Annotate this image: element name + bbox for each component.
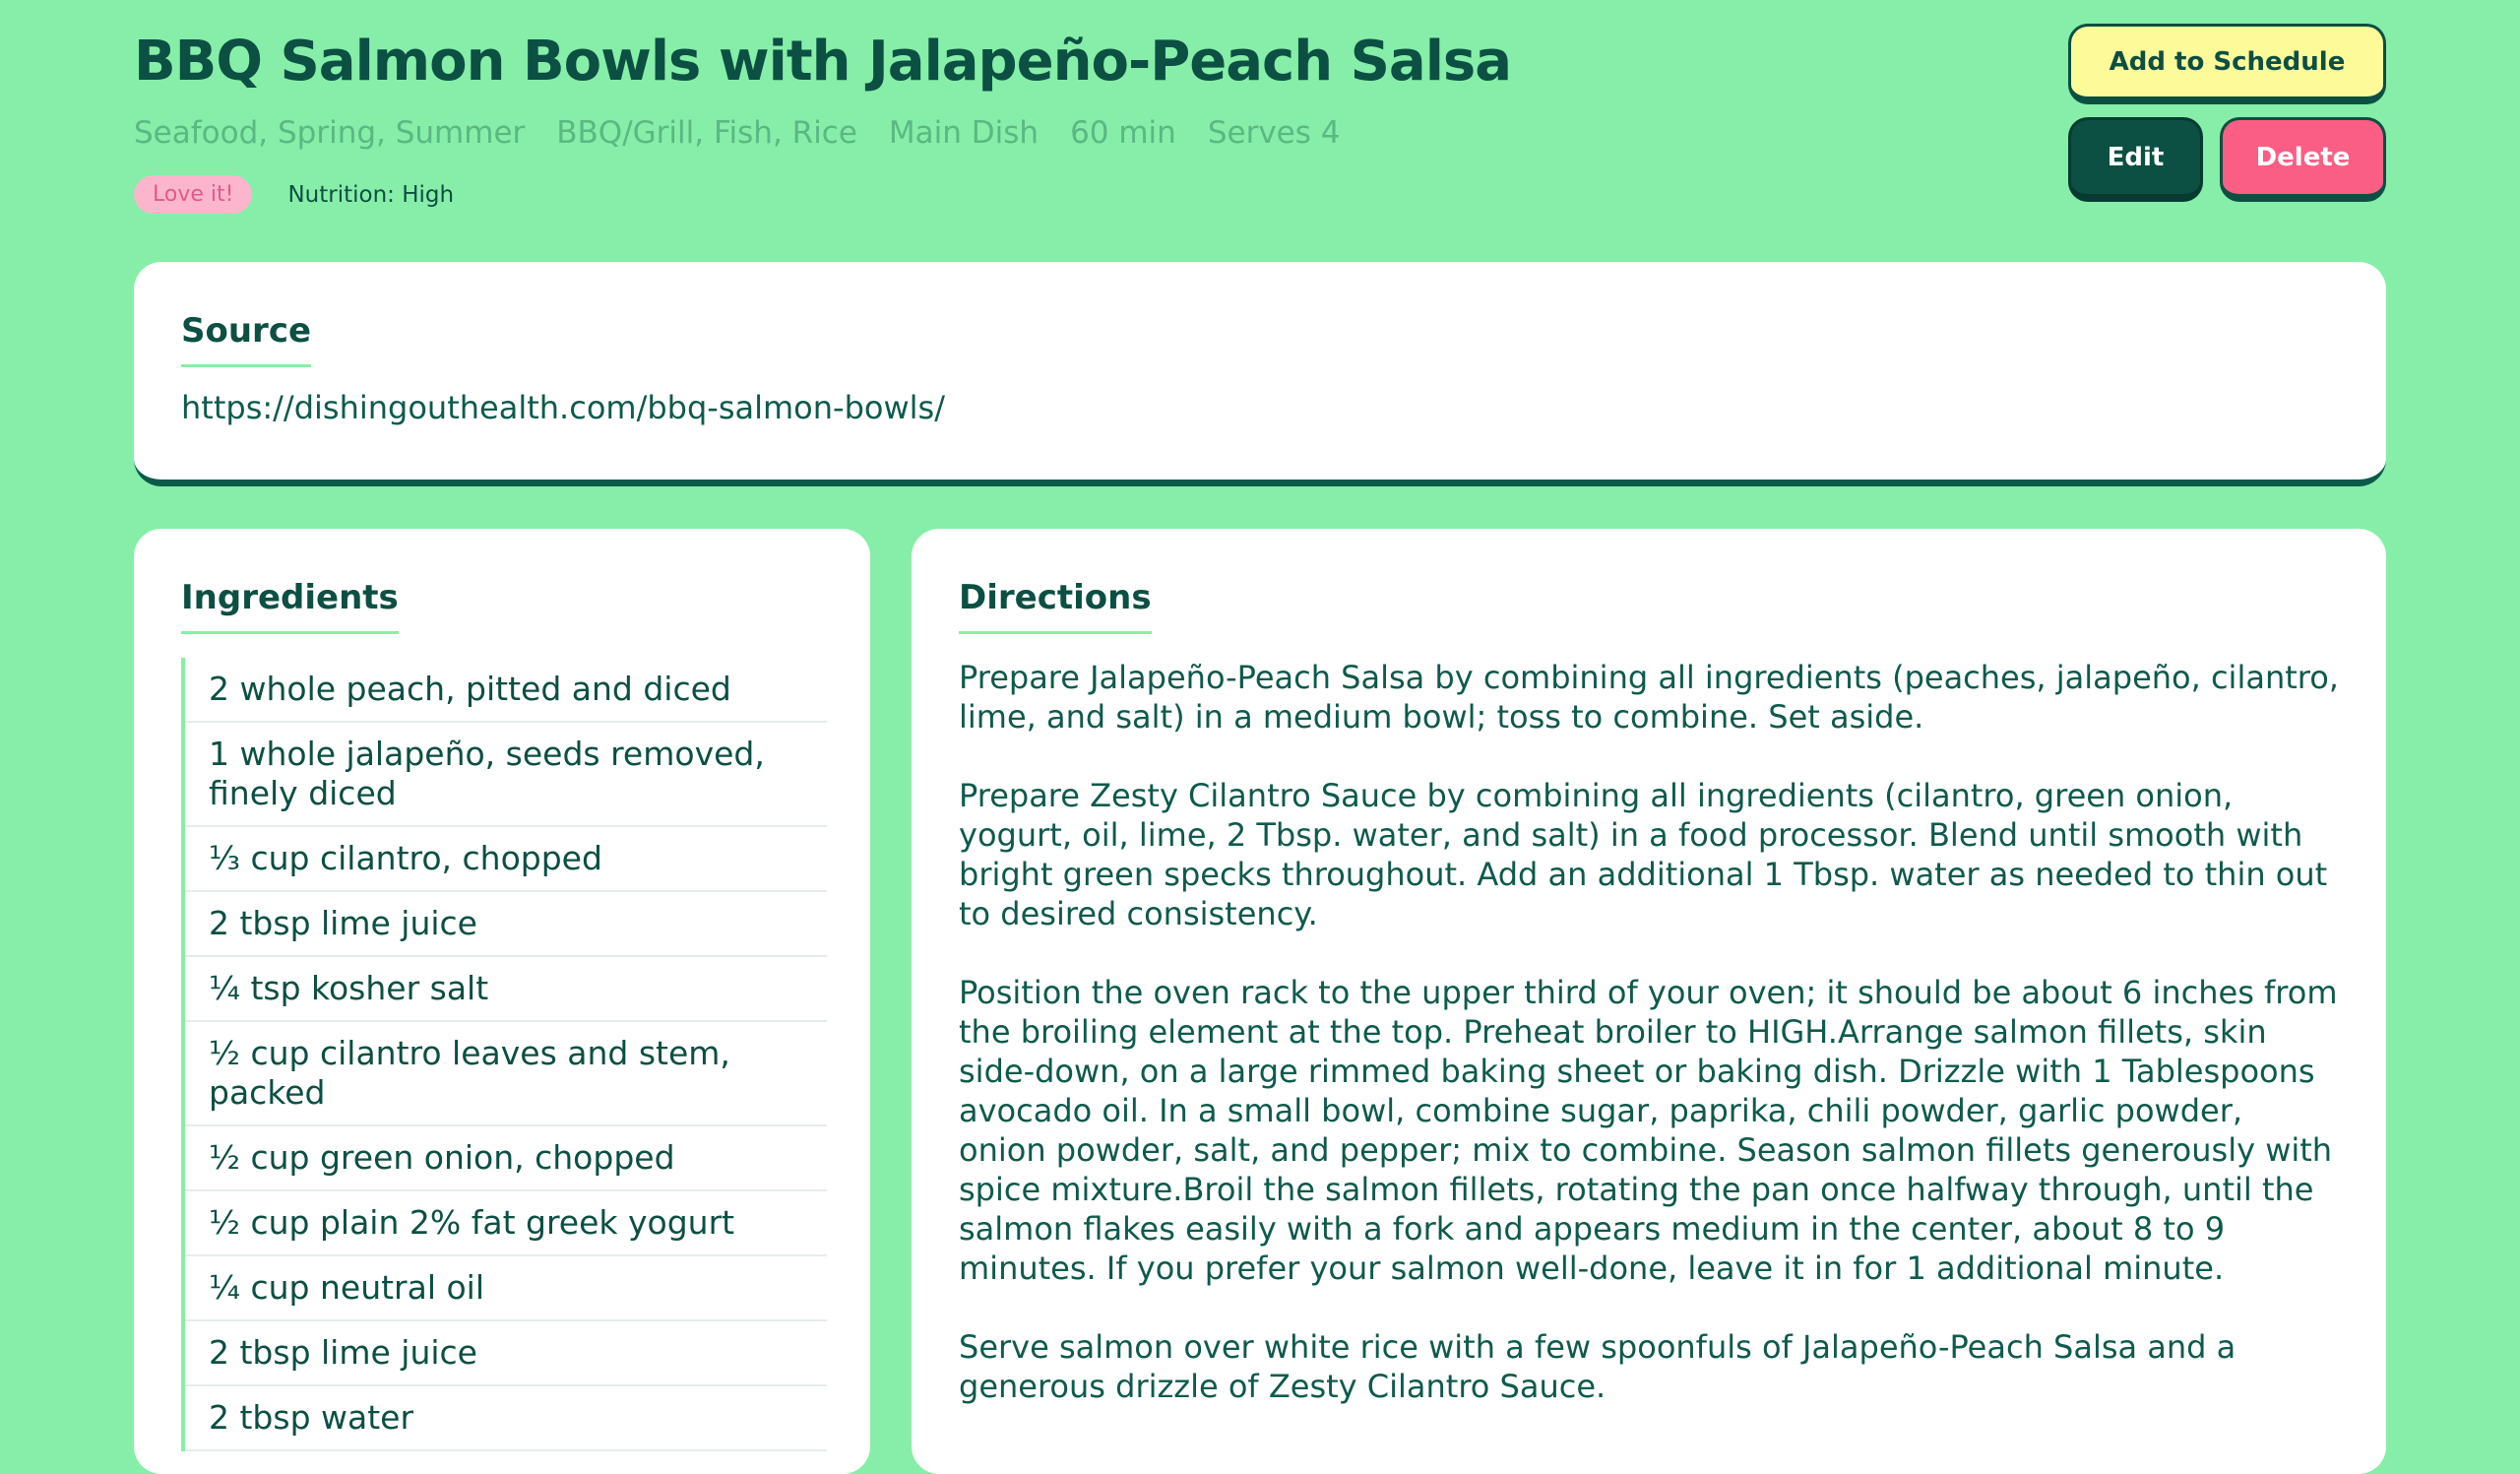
meta-course: Main Dish <box>888 115 1040 151</box>
ingredient-item: ¼ cup neutral oil <box>185 1256 827 1321</box>
ingredient-item: 1 whole jalapeño, seeds removed, finely diced <box>185 723 827 827</box>
source-link[interactable]: https://dishingouthealth.com/bbq-salmon-bowls/ <box>181 389 945 426</box>
ingredient-item: ½ cup plain 2% fat greek yogurt <box>185 1191 827 1256</box>
ingredient-item: 2 whole peach, pitted and diced <box>185 658 827 723</box>
direction-step: Serve salmon over white rice with a few spoonfuls of Jalapeño-Peach Salsa and a generous drizzle of Zesty Cilantro Sauce. <box>959 1328 2236 1405</box>
ingredient-item: ¼ tsp kosher salt <box>185 957 827 1022</box>
source-heading: Source <box>181 311 311 367</box>
recipe-header <box>134 0 2386 262</box>
ingredient-item: ⅓ cup cilantro, chopped <box>185 827 827 892</box>
recipe-badges <box>134 175 454 214</box>
direction-step: Prepare Jalapeño-Peach Salsa by combining all ingredients (peaches, jalapeño, cilantro, lime, and salt) in a medium bowl; toss to combine. Set aside. <box>959 659 2339 736</box>
ingredient-item: 2 tbsp water <box>185 1386 827 1451</box>
ingredient-item: 2 tbsp lime juice <box>185 892 827 957</box>
meta-categories: Seafood, Spring, Summer <box>134 115 526 151</box>
ingredient-item: ½ cup cilantro leaves and stem, packed <box>185 1022 827 1126</box>
directions-card <box>912 529 2386 1474</box>
edit-button[interactable]: Edit <box>2068 117 2203 202</box>
source-card <box>134 262 2386 486</box>
directions-heading: Directions <box>959 578 1152 634</box>
recipe-page <box>134 0 2386 1437</box>
direction-step: Prepare Zesty Cilantro Sauce by combining all ingredients (cilantro, green onion, yogurt, oil, lime, 2 Tbsp. water, and salt) in a food processor. Blend until smooth with bright green specks throughout. Add an additional 1 Tbsp. water as needed to thin out to desired consistency. <box>959 777 2328 932</box>
love-it-badge: Love it! <box>134 175 252 214</box>
edit-delete-row <box>2068 117 2386 202</box>
recipe-meta <box>134 115 1340 151</box>
meta-servings: Serves 4 <box>1207 115 1341 151</box>
meta-time: 60 min <box>1070 115 1176 151</box>
ingredients-heading: Ingredients <box>181 578 399 634</box>
recipe-actions <box>2068 24 2386 202</box>
ingredient-item: ½ cup green onion, chopped <box>185 1126 827 1191</box>
meta-tags: BBQ/Grill, Fish, Rice <box>556 115 857 151</box>
delete-button[interactable]: Delete <box>2220 117 2386 202</box>
direction-step: Position the oven rack to the upper third of your oven; it should be about 6 inches from the broiling element at the top. Preheat broiler to HIGH.Arrange salmon fillets, skin side-down, on a large rimmed baking sheet or baking dish. Drizzle with 1 Tablespoons avocado oil. In a small bowl, combine sugar, paprika, chili powder, garlic powder, onion powder, salt, and pepper; mix to combine. Season salmon fillets generously with spice mixture.Broil the salmon fillets, rotating the pan once halfway through, until the salmon flakes easily with a fork and appears medium in the center, about 8 to 9 minutes. If you prefer your salmon well-done, leave it in for 1 additional minute. <box>959 974 2338 1287</box>
ingredient-list <box>181 658 827 1451</box>
ingredient-item: 2 tbsp lime juice <box>185 1321 827 1386</box>
ingredients-card <box>134 529 870 1474</box>
directions-body <box>959 658 2339 1406</box>
recipe-title: BBQ Salmon Bowls with Jalapeño-Peach Salsa <box>134 30 1512 94</box>
nutrition-label: Nutrition: High <box>287 181 455 208</box>
add-to-schedule-button[interactable]: Add to Schedule <box>2068 24 2386 104</box>
